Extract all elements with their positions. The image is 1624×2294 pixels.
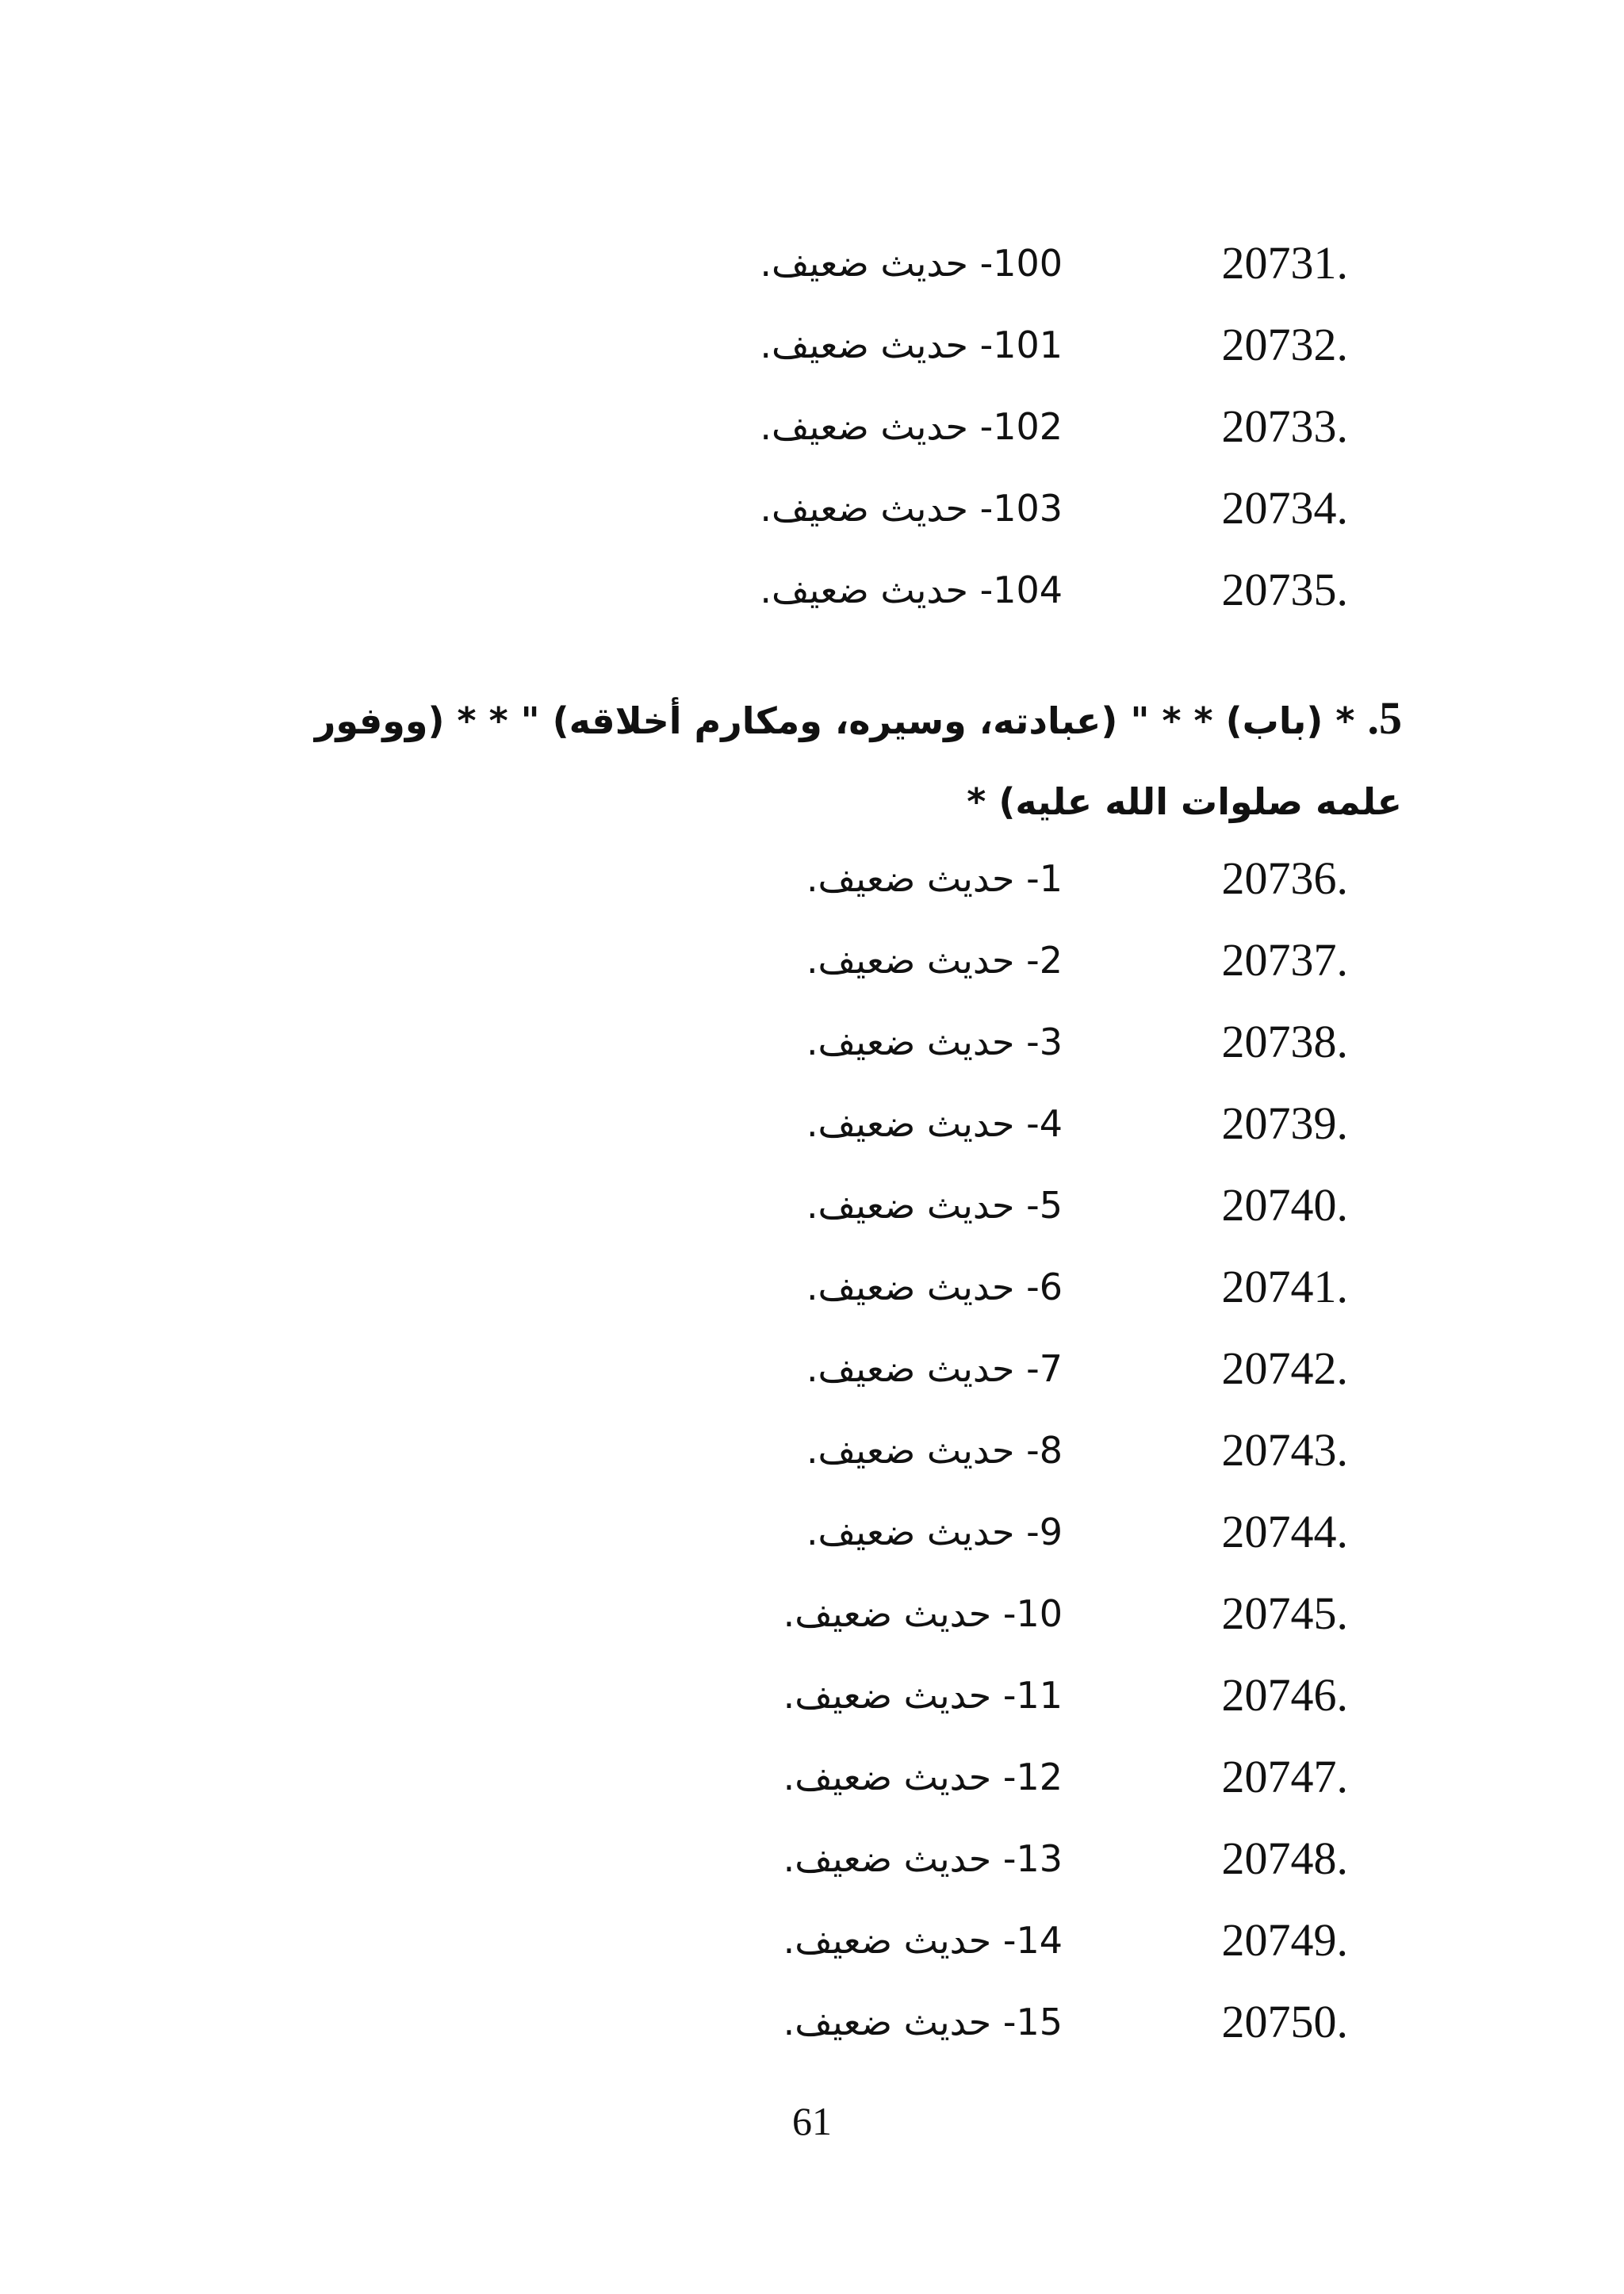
entry-number: .20732 <box>1221 319 1348 370</box>
list-item <box>0 1337 1624 1419</box>
page-number: 61 <box>792 2099 832 2143</box>
list-item <box>0 1255 1624 1337</box>
entry-number: .20743 <box>1221 1424 1348 1476</box>
entry-text: 14- حديث ضعيف. <box>783 1919 1063 1962</box>
entry-number: .20739 <box>1221 1097 1348 1149</box>
entry-text: 15- حديث ضعيف. <box>783 2001 1063 2043</box>
entry-number: .20738 <box>1221 1016 1348 1067</box>
list-item <box>0 477 1624 558</box>
list-item <box>0 1092 1624 1174</box>
entry-text: 6- حديث ضعيف. <box>806 1266 1063 1308</box>
list-item <box>0 929 1624 1010</box>
entry-number: .20736 <box>1221 852 1348 904</box>
section-title: * (باب) * * " (عبادته، وسيره، ومكارم أخلاقه) " * * (ووفور علمه صلوات الله عليه) * <box>314 699 1402 823</box>
entry-text: 102- حديث ضعيف. <box>760 405 1063 448</box>
list-item <box>0 1909 1624 1990</box>
list-item <box>0 1174 1624 1255</box>
entry-number: .20746 <box>1221 1669 1348 1721</box>
entry-text: 13- حديث ضعيف. <box>783 1837 1063 1880</box>
list-item <box>0 1582 1624 1664</box>
entry-number: .20745 <box>1221 1587 1348 1639</box>
entry-text: 12- حديث ضعيف. <box>783 1756 1063 1798</box>
entry-number: .20750 <box>1221 1996 1348 2047</box>
entry-number: .20740 <box>1221 1179 1348 1231</box>
entry-number: .20731 <box>1221 237 1348 289</box>
entry-text: 9- حديث ضعيف. <box>806 1511 1063 1553</box>
entry-text: 11- حديث ضعيف. <box>783 1674 1063 1717</box>
list-item <box>0 558 1624 640</box>
entry-text: 1- حديث ضعيف. <box>806 857 1063 900</box>
section-heading <box>270 678 1402 842</box>
entry-text: 5- حديث ضعيف. <box>806 1184 1063 1227</box>
entry-number: .20747 <box>1221 1751 1348 1802</box>
entry-number: .20749 <box>1221 1914 1348 1966</box>
list-item <box>0 1990 1624 2072</box>
entry-text: 103- حديث ضعيف. <box>760 487 1063 530</box>
entry-number: .20735 <box>1221 564 1348 615</box>
list-item <box>0 1745 1624 1827</box>
entry-number: .20741 <box>1221 1261 1348 1312</box>
entry-text: 100- حديث ضعيف. <box>760 242 1063 285</box>
entry-text: 4- حديث ضعيف. <box>806 1102 1063 1145</box>
list-item <box>0 1827 1624 1909</box>
entry-number: .20748 <box>1221 1833 1348 1884</box>
entry-text: 10- حديث ضعيف. <box>783 1592 1063 1635</box>
list-item <box>0 232 1624 313</box>
entry-text: 7- حديث ضعيف. <box>806 1347 1063 1390</box>
list-item <box>0 395 1624 477</box>
entry-text: 3- حديث ضعيف. <box>806 1021 1063 1063</box>
list-item <box>0 1664 1624 1745</box>
list-item <box>0 847 1624 929</box>
section-number: 5. <box>1367 692 1402 744</box>
entry-list-top <box>0 232 1624 640</box>
list-item <box>0 313 1624 395</box>
list-item <box>0 1500 1624 1582</box>
list-item <box>0 1010 1624 1092</box>
entry-text: 2- حديث ضعيف. <box>806 939 1063 982</box>
entry-text: 104- حديث ضعيف. <box>760 569 1063 611</box>
entry-number: .20742 <box>1221 1342 1348 1394</box>
list-item <box>0 1419 1624 1500</box>
entry-number: .20737 <box>1221 934 1348 986</box>
entry-number: .20733 <box>1221 400 1348 452</box>
entry-number: .20744 <box>1221 1506 1348 1557</box>
entry-number: .20734 <box>1221 482 1348 534</box>
entry-text: 101- حديث ضعيف. <box>760 324 1063 366</box>
entry-text: 8- حديث ضعيف. <box>806 1429 1063 1472</box>
entry-list-bottom <box>0 847 1624 2072</box>
